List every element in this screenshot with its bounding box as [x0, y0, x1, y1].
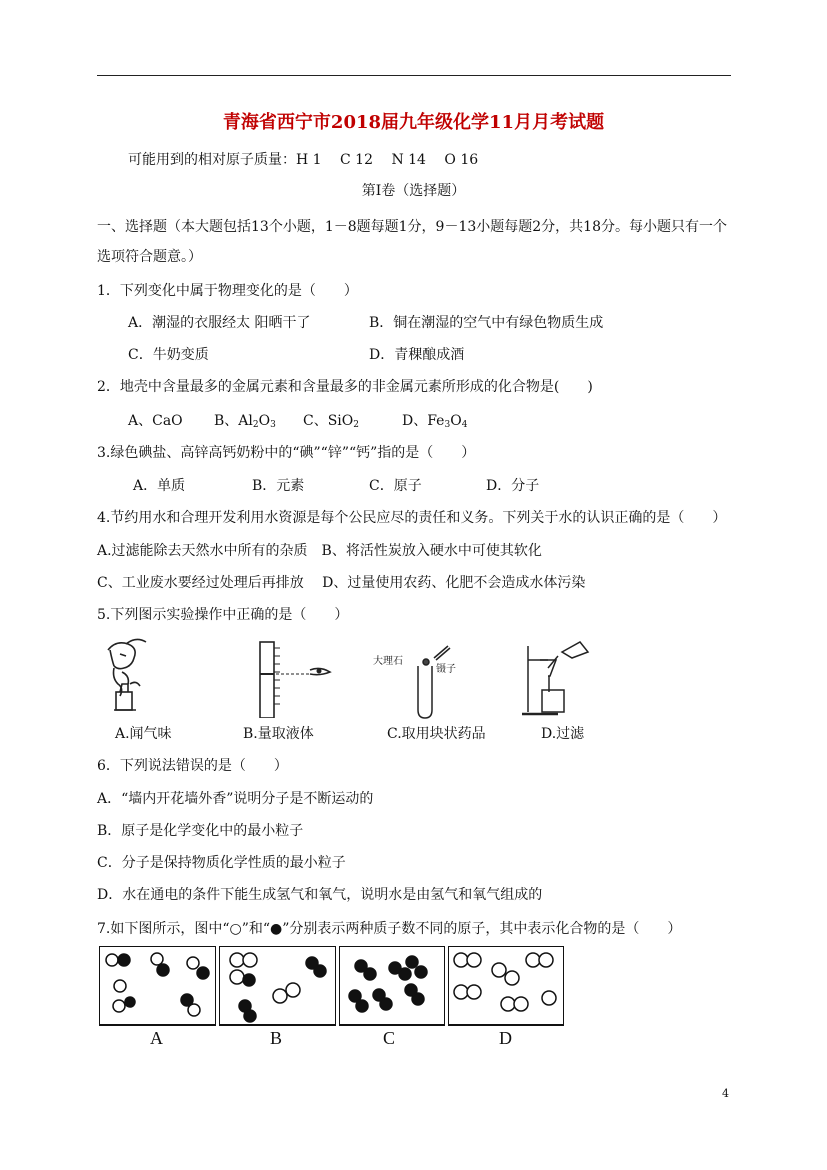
filtration-illustration — [518, 632, 598, 720]
label-marble: 大理石 — [373, 656, 403, 667]
q2-option-d: D、$Fe_3O_4$ — [402, 413, 468, 430]
q5-option-b: B.量取液体 — [243, 726, 314, 742]
q4-options-ab: A.过滤能除去天然水中所有的杂质 B、将活性炭放入硬水中可使其软化 — [97, 543, 542, 559]
header-rule — [97, 75, 731, 76]
page-title: 青海省西宁市2018届九年级化学11月月考试题 — [222, 112, 605, 133]
diagram-caption-d: D — [499, 1028, 512, 1048]
q1-option-d: D．青稞酿成酒 — [369, 347, 465, 363]
q2-option-c: C、SiO$_2$ — [303, 413, 359, 430]
q2-option-a: A、CaO — [128, 413, 183, 429]
q3-option-b: B．元素 — [252, 478, 305, 494]
q3-option-d: D．分子 — [486, 478, 540, 494]
instructions-line-1: 一、选择题（本大题包括13个小题，1－8题每题1分，9－13小题每题2分，共18分。每小题只有一个 — [97, 219, 727, 235]
diagram-caption-a: A — [150, 1028, 163, 1048]
q5-stem: 5.下列图示实验操作中正确的是（ ） — [97, 607, 349, 623]
q6-option-b: B．原子是化学变化中的最小粒子 — [97, 823, 304, 839]
q6-option-a: A．“墙内开花墙外香”说明分子是不断运动的 — [97, 791, 374, 807]
q6-option-d: D．水在通电的条件下能生成氢气和氧气，说明水是由氢气和氧气组成的 — [97, 887, 543, 903]
q4-options-cd: C、工业废水要经过处理后再排放 D、过量使用农药、化肥不会造成水体污染 — [97, 575, 586, 591]
q3-option-c: C．原子 — [369, 478, 422, 494]
q6-option-c: C．分子是保持物质化学性质的最小粒子 — [97, 855, 346, 871]
measure-liquid-illustration — [240, 634, 340, 718]
q5-option-a: A.闻气味 — [115, 726, 172, 742]
q3-stem: 3.绿色碘盐、高锌高钙奶粉中的“碘”“锌”“钙”指的是（ ） — [97, 445, 476, 461]
q1-option-b: B．铜在潮湿的空气中有绿色物质生成 — [369, 315, 604, 331]
q5-option-d: D.过滤 — [541, 726, 585, 742]
particle-diagrams — [99, 946, 564, 1026]
smell-gas-illustration — [100, 636, 220, 718]
q1-stem: 1．下列变化中属于物理变化的是（ ） — [97, 283, 358, 299]
section-title: 第Ⅰ卷（选择题） — [361, 183, 466, 199]
diagram-caption-b: B — [270, 1028, 283, 1048]
q3-option-a: A．单质 — [133, 478, 186, 494]
page-number: 4 — [722, 1087, 729, 1100]
q2-stem: 2．地壳中含量最多的金属元素和含量最多的非金属元素所形成的化合物是( ) — [97, 379, 593, 395]
q1-option-a: A．潮湿的衣服经太 阳晒干了 — [128, 315, 311, 331]
instructions-line-2: 选项符合题意。） — [97, 249, 202, 265]
q2-option-b: B、$Al_2O_3$ — [214, 413, 276, 430]
atomic-masses: 可能用到的相对原子质量：H 1 C 12 N 14 O 16 — [128, 152, 479, 168]
q7-stem: 7.如下图所示，图中“○”和“●”分别表示两种质子数不同的原子，其中表示化合物的是（ ） — [97, 921, 682, 937]
test-tube-illustration — [410, 636, 470, 720]
q4-stem: 4.节约用水和合理开发利用水资源是每个公民应尽的责任和义务。下列关于水的认识正确的是（ ） — [97, 510, 727, 526]
q6-stem: 6．下列说法错误的是（ ） — [97, 758, 288, 774]
q1-option-c: C．牛奶变质 — [128, 347, 209, 363]
q5-option-c: C.取用块状药品 — [387, 726, 486, 742]
label-tweezers: 镊子 — [436, 664, 456, 675]
diagram-caption-c: C — [383, 1028, 396, 1048]
